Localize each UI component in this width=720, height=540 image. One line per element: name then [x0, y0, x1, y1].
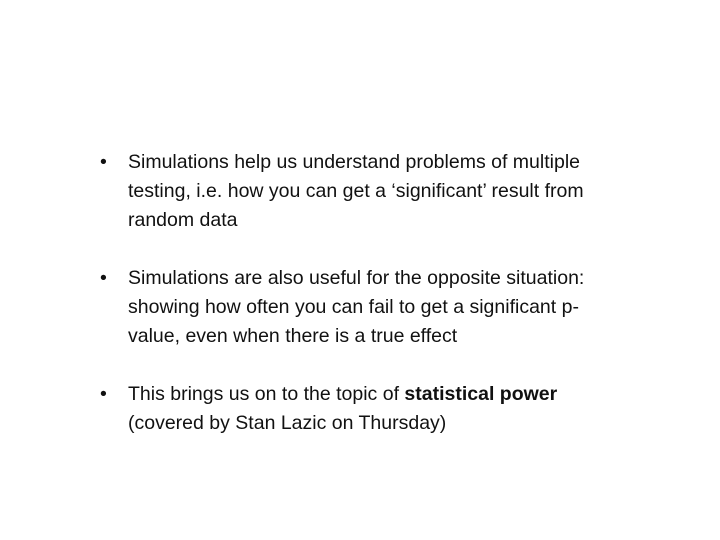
bullet-marker: •: [100, 267, 107, 289]
bullet-list: [100, 148, 590, 467]
bullet-text-after: (covered by Stan Lazic on Thursday): [128, 412, 447, 434]
bullet-item-simulations-multiple-testing: [100, 148, 590, 235]
bullet-item-simulations-opposite-situation: [100, 264, 590, 351]
bullet-marker: •: [100, 383, 107, 405]
bullet-text: Simulations are also useful for the opposite situation: showing how often you can fail to get a significant p-value, even when there is a true effect: [128, 267, 585, 347]
bullet-text-before: This brings us on to the topic of: [128, 383, 405, 405]
bullet-text: Simulations help us understand problems of multiple testing, i.e. how you can get a ‘significant’ result from random data: [128, 151, 584, 231]
bullet-marker: •: [100, 151, 107, 173]
bullet-item-statistical-power: [100, 380, 590, 438]
bullet-text-bold: statistical power: [404, 383, 558, 405]
